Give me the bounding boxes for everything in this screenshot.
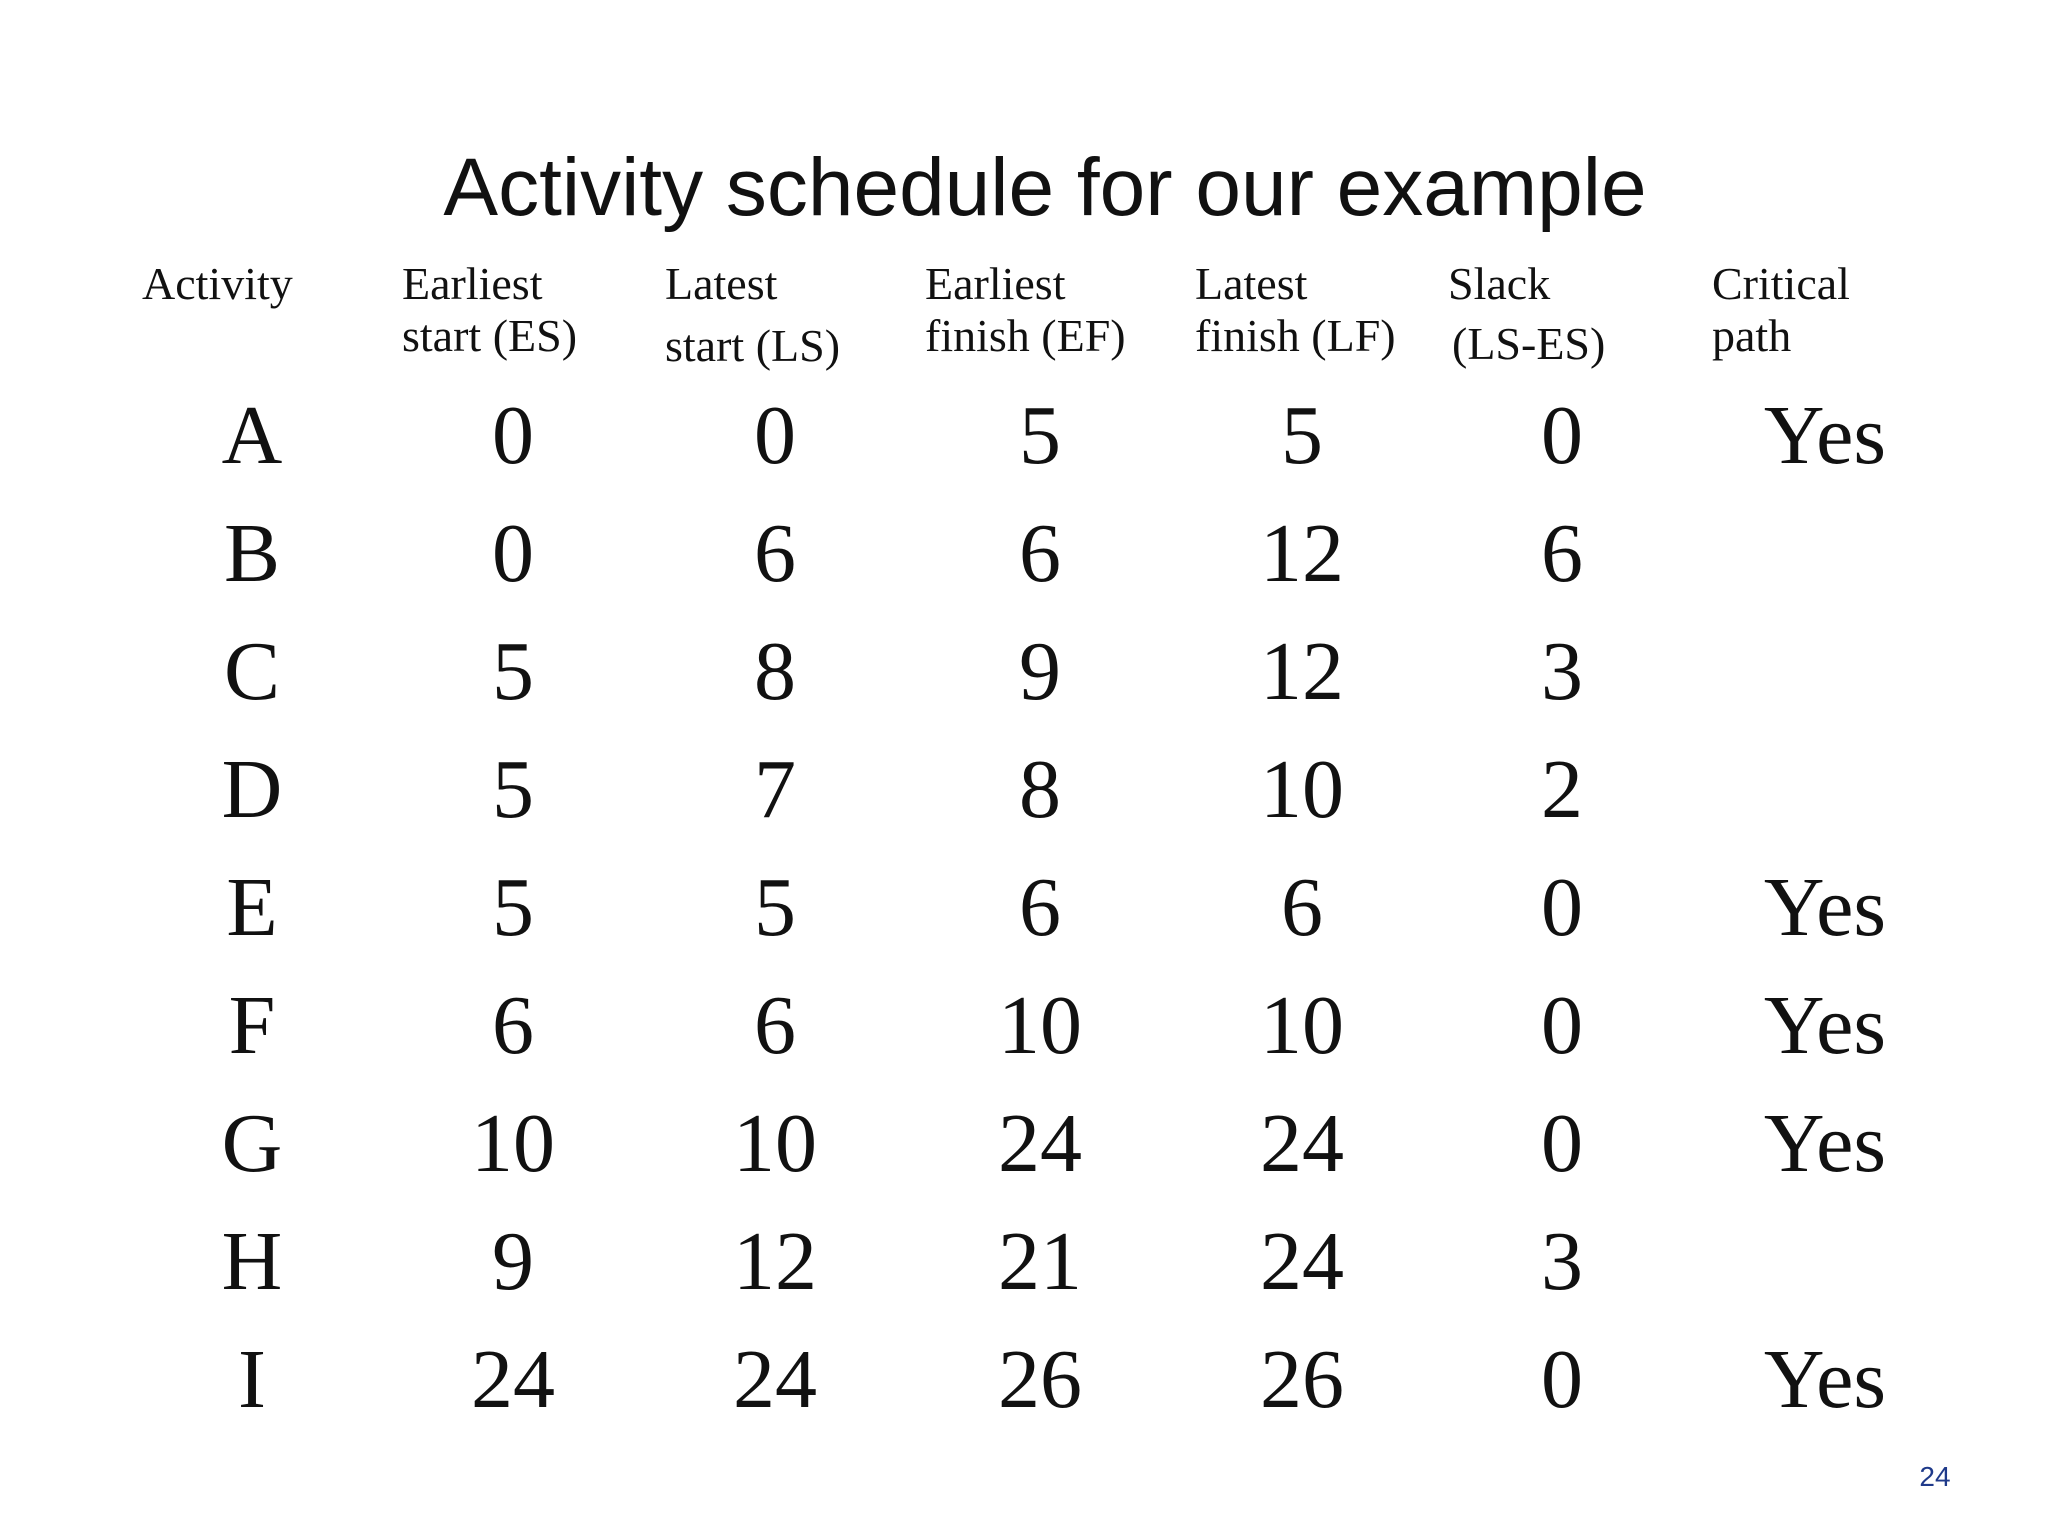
cell-es: 5 bbox=[492, 861, 534, 954]
header-latest-start-line2: start (LS) bbox=[665, 320, 841, 371]
cell-ef: 6 bbox=[1019, 861, 1061, 954]
cell-activity: D bbox=[221, 743, 283, 836]
cell-critical: Yes bbox=[1763, 979, 1887, 1072]
cell-activity: I bbox=[238, 1333, 266, 1426]
cell-slack: 0 bbox=[1541, 1097, 1583, 1190]
header-slack-line1: Slack bbox=[1448, 258, 1551, 309]
header-earliest-finish-line1: Earliest bbox=[925, 258, 1066, 309]
cell-es: 0 bbox=[492, 389, 534, 482]
cell-slack: 6 bbox=[1541, 507, 1583, 600]
cell-slack: 0 bbox=[1541, 389, 1583, 482]
header-latest-finish-line2: finish (LF) bbox=[1195, 310, 1396, 361]
cell-ef: 10 bbox=[998, 979, 1082, 1072]
cell-ls: 10 bbox=[733, 1097, 817, 1190]
header-critical-path-line1: Critical bbox=[1712, 258, 1850, 309]
cell-critical: Yes bbox=[1763, 861, 1887, 954]
header-activity bbox=[142, 258, 293, 310]
header-critical-path bbox=[1712, 258, 1850, 362]
cell-slack: 0 bbox=[1541, 1333, 1583, 1426]
header-earliest-finish-line2: finish (EF) bbox=[925, 310, 1126, 361]
header-latest-start bbox=[665, 258, 840, 372]
cell-critical: Yes bbox=[1763, 1333, 1887, 1426]
cell-es: 10 bbox=[471, 1097, 555, 1190]
cell-lf: 10 bbox=[1260, 743, 1344, 836]
cell-ls: 7 bbox=[754, 743, 796, 836]
cell-es: 0 bbox=[492, 507, 534, 600]
cell-slack: 3 bbox=[1541, 1215, 1583, 1308]
header-slack bbox=[1448, 258, 1605, 370]
cell-lf: 24 bbox=[1260, 1097, 1344, 1190]
cell-ef: 21 bbox=[998, 1215, 1082, 1308]
cell-ls: 8 bbox=[754, 625, 796, 718]
header-latest-finish-line1: Latest bbox=[1195, 258, 1308, 309]
cell-ef: 5 bbox=[1019, 389, 1061, 482]
cell-ef: 26 bbox=[998, 1333, 1082, 1426]
cell-slack: 2 bbox=[1541, 743, 1583, 836]
cell-ef: 9 bbox=[1019, 625, 1061, 718]
cell-ls: 6 bbox=[754, 507, 796, 600]
cell-critical: Yes bbox=[1763, 389, 1887, 482]
header-earliest-start-line2: start (ES) bbox=[402, 310, 578, 361]
cell-es: 24 bbox=[471, 1333, 555, 1426]
header-latest-start-line1: Latest bbox=[665, 258, 778, 309]
cell-ef: 24 bbox=[998, 1097, 1082, 1190]
header-earliest-start bbox=[402, 258, 577, 362]
cell-es: 5 bbox=[492, 625, 534, 718]
cell-ls: 24 bbox=[733, 1333, 817, 1426]
cell-lf: 10 bbox=[1260, 979, 1344, 1072]
header-earliest-start-line1: Earliest bbox=[402, 258, 543, 309]
cell-ef: 6 bbox=[1019, 507, 1061, 600]
cell-es: 6 bbox=[492, 979, 534, 1072]
cell-lf: 26 bbox=[1260, 1333, 1344, 1426]
cell-critical: Yes bbox=[1763, 1097, 1887, 1190]
header-earliest-finish bbox=[925, 258, 1126, 362]
cell-activity: A bbox=[221, 389, 283, 482]
cell-activity: C bbox=[223, 625, 281, 718]
header-critical-path-line2: path bbox=[1712, 310, 1792, 361]
cell-slack: 0 bbox=[1541, 861, 1583, 954]
cell-activity: F bbox=[228, 979, 276, 1072]
cell-lf: 6 bbox=[1281, 861, 1323, 954]
cell-es: 5 bbox=[492, 743, 534, 836]
cell-lf: 12 bbox=[1260, 507, 1344, 600]
cell-ls: 12 bbox=[733, 1215, 817, 1308]
header-activity-line1: Activity bbox=[142, 258, 293, 309]
cell-slack: 3 bbox=[1541, 625, 1583, 718]
header-latest-finish bbox=[1195, 258, 1396, 362]
cell-slack: 0 bbox=[1541, 979, 1583, 1072]
cell-ls: 0 bbox=[754, 389, 796, 482]
cell-activity: B bbox=[223, 507, 281, 600]
cell-activity: H bbox=[221, 1215, 283, 1308]
slide-title: Activity schedule for our example bbox=[443, 142, 1647, 233]
cell-ls: 6 bbox=[754, 979, 796, 1072]
cell-activity: E bbox=[226, 861, 278, 954]
cell-ef: 8 bbox=[1019, 743, 1061, 836]
cell-activity: G bbox=[221, 1097, 283, 1190]
cell-lf: 5 bbox=[1281, 389, 1323, 482]
cell-ls: 5 bbox=[754, 861, 796, 954]
cell-lf: 12 bbox=[1260, 625, 1344, 718]
page-number: 24 bbox=[1919, 1461, 1951, 1492]
cell-es: 9 bbox=[492, 1215, 534, 1308]
header-slack-line2: (LS-ES) bbox=[1452, 318, 1606, 369]
cell-lf: 24 bbox=[1260, 1215, 1344, 1308]
